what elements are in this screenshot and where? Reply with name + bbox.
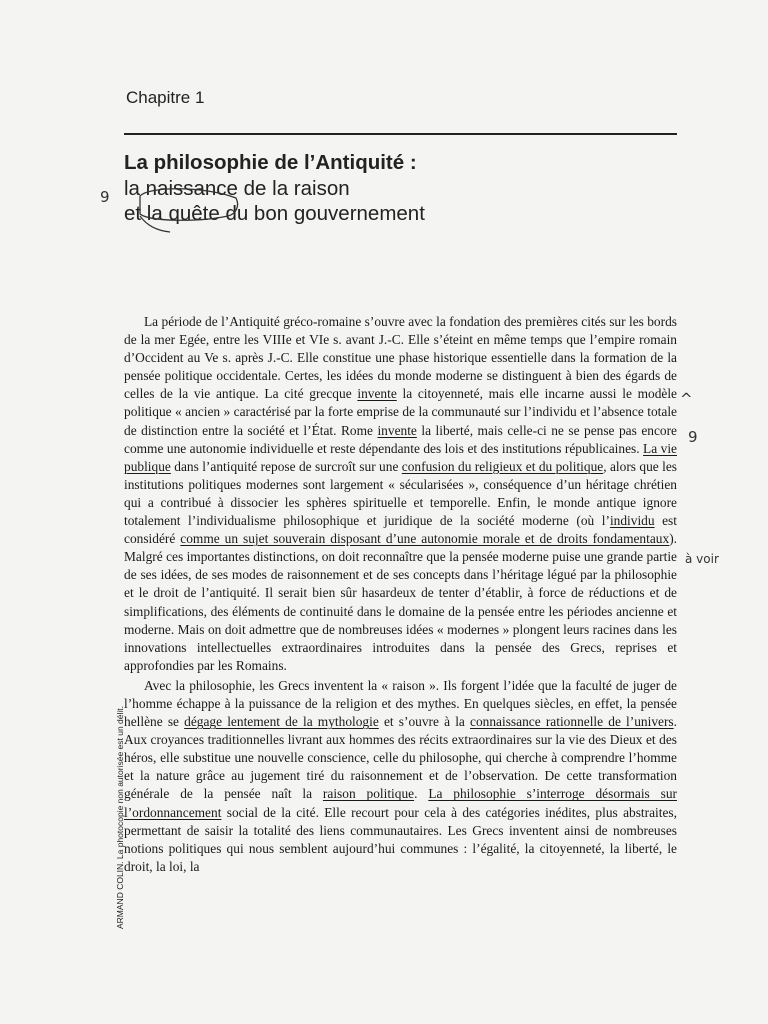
paragraph-1: [124, 313, 677, 675]
handwritten-mark-title: 9: [100, 188, 110, 206]
text-run: Avec la philosophie, les Grecs inventent la « raison ». Ils forgent l’idée que la faculté de juger de l’homme échappe à la puissance de la religion et des mythes. En quelques siècles, en effet, la pensée hellène se: [124, 677, 677, 730]
text-run: , alors que les institutions politiques modernes sont largement « sécularisées », conséquence d’un héritage chrétien qui a contribué à dissocier les sphères spirituelle et temporelle. Enfin, le monde antique ignore totalement l’individualisme philosophique et juridique de la société moderne (où l’: [124, 458, 677, 529]
chapter-label: Chapitre 1: [126, 88, 205, 107]
underlined-run: invente: [377, 422, 417, 438]
title-line-2: la naissance de la raison: [124, 177, 350, 200]
underlined-run: dégage lentement de la mythologie: [184, 714, 379, 730]
text-run: dans l’antiquité repose de surcroît sur une: [170, 458, 402, 474]
text-run: ). Malgré ces importantes distinctions, on doit reconnaître que la pensée moderne puise une grande partie de ses idées, de ses modes de raisonnement et de ses concepts dans l’héritage légué par la philosophie et le droit de l’antiquité. Il serait bien sûr hasardeux de tenter d’établir, à force de réductions et de simplifications, des éléments de continuité dans le domaine de la pensée entre les périodes ancienne et moderne. Mais on doit admettre que de nombreuses idées « modernes » plongent leurs racines dans les innovations intellectuelles extraordinaires introduites dans la pensée des Grecs, reprises et approfondies par les Romains.: [124, 531, 677, 673]
chapter-title: [124, 150, 684, 226]
underlined-run: La vie publique: [124, 440, 677, 474]
underlined-run: invente: [357, 386, 397, 402]
title-main: La philosophie de l’Antiquité :: [124, 151, 417, 174]
text-run: .: [414, 786, 429, 802]
handwritten-mark-a: ^: [680, 390, 693, 408]
underlined-run: individu: [609, 513, 655, 529]
handwritten-mark-c: à voir: [685, 552, 719, 566]
underlined-run: confusion du religieux et du politique: [401, 458, 604, 474]
text-run: . Aux croyances traditionnelles livrant aux hommes des récits extraordinaires sur la vie des Dieux et des héros, elle substitue une nouvelle conscience, celle du philosophe, qui cherche à comprendre l’homme et la nature grâce au jugement tiré du raisonnement et de l’observation. De cette transformation générale de la pensée naît la: [124, 714, 678, 802]
paragraph-2: [124, 677, 677, 876]
chapter-divider: [124, 133, 677, 135]
underlined-run: raison politique: [322, 786, 415, 802]
title-line-3: et la quête du bon gouvernement: [124, 202, 425, 225]
text-run: la citoyenneté, mais elle incarne aussi le modèle politique « ancien » caractérisé par la forte emprise de la communauté sur l’individu et l’absence totale de distinction entre la société et l’État. Rome: [124, 386, 678, 438]
text-run: et s’ouvre à la: [378, 714, 471, 730]
body-text: [124, 313, 677, 876]
handwritten-mark-b: 9: [688, 428, 698, 446]
underlined-run: comme un sujet souverain disposant d’une autonomie morale et de droits fondamentaux: [180, 531, 670, 547]
text-run: social de la cité. Elle recourt pour cela à des catégories inédites, plus abstraites, permettant de saisir la totalité des liens communautaires. Les Grecs inventent ainsi de nombreuses notions politiques qui nous semblent aujourd’hui communes : l’égalité, la citoyenneté, la liberté, le droit, la loi, la: [124, 804, 677, 874]
underlined-run: connaissance rationnelle de l’univers: [470, 714, 674, 730]
text-run: est considéré: [124, 513, 677, 547]
underlined-run: La philosophie s’interroge désormais sur l’ordonnancement: [124, 786, 677, 820]
text-run: La période de l’Antiquité gréco-romaine s’ouvre avec la fondation des premières cités sur les bords de la mer Egée, entre les VIIIe et VIe s. avant J.-C. Elle s’éteint en même temps que l’empire romain d’Occident au Ve s. après J.-C. Elle constitue une phase historique essentielle dans la formation de la pensée politique occidentale. Certes, les idées du monde moderne se distinguent à bien des égards de celles de la vie antique. La cité grecque: [124, 314, 677, 402]
text-run: la liberté, mais celle-ci ne se pense pas encore comme une autonomie individuelle et reste dépendante des lois et des institutions républicaines.: [124, 422, 677, 456]
copyright-side-note: ARMAND COLIN. La photocopie non autorisée est un délit.: [115, 705, 125, 929]
